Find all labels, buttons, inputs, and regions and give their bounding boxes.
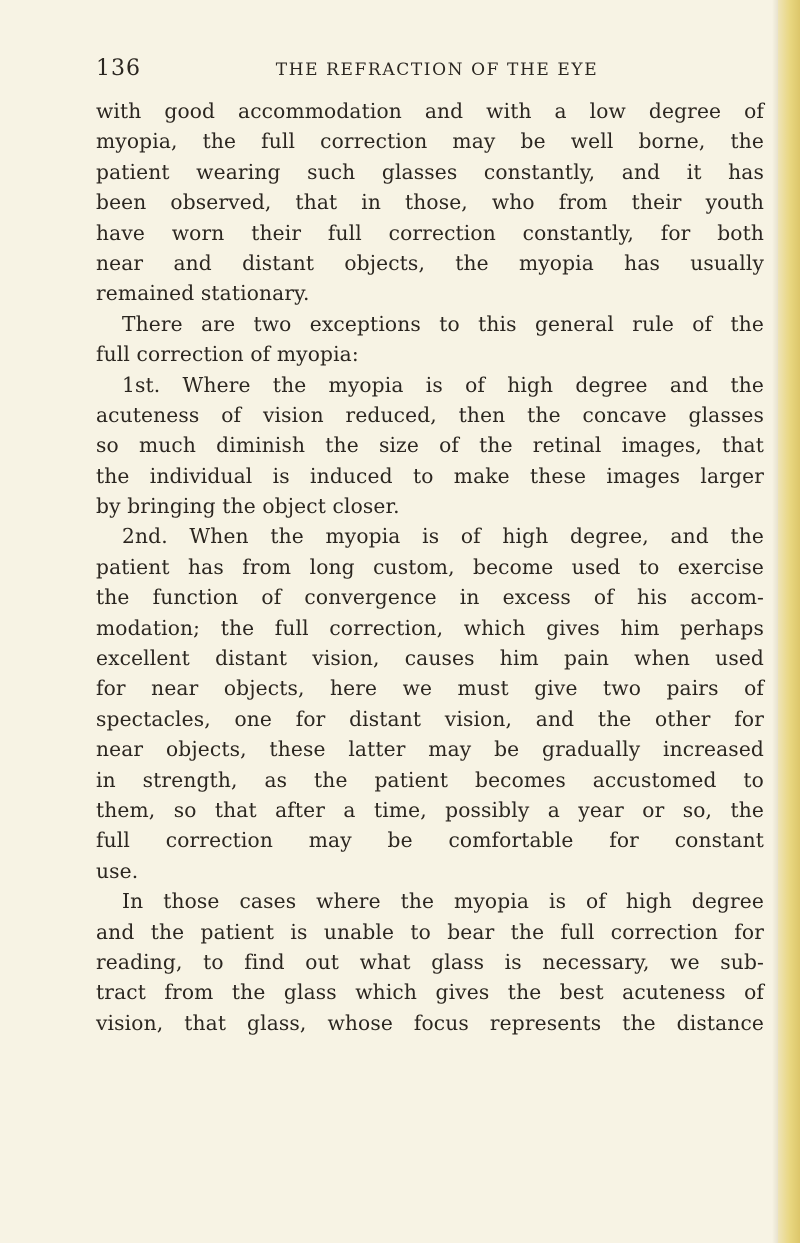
text-line: patient has from long custom, become used to exercise	[96, 554, 764, 579]
text-line: spectacles, one for distant vision, and the other for	[96, 706, 764, 731]
text-line: use.	[96, 858, 139, 883]
text-line: excellent distant vision, causes him pain when used	[96, 646, 764, 671]
text-line: been observed, that in those, who from their youth	[96, 190, 764, 215]
page-number: 136	[96, 56, 141, 81]
text-line: full correction may be comfortable for constant	[96, 828, 764, 853]
text-line: modation; the full correction, which gives him perhaps	[96, 615, 764, 640]
text-line: 2nd. When the myopia is of high degree, and the	[122, 524, 764, 549]
page-edge	[778, 0, 800, 1243]
text-line: the function of convergence in excess of his accom-	[96, 585, 764, 610]
page-header	[96, 50, 756, 90]
text-line: vision, that glass, whose focus represents the distance	[96, 1010, 764, 1035]
running-title: THE REFRACTION OF THE EYE	[275, 60, 599, 80]
text-line: myopia, the full correction may be well borne, the	[96, 129, 764, 154]
text-line: There are two exceptions to this general rule of the	[122, 311, 764, 336]
text-line: them, so that after a time, possibly a year or so, the	[96, 797, 764, 822]
text-line: have worn their full correction constantly, for both	[96, 220, 764, 245]
text-line: patient wearing such glasses constantly, and it has	[96, 159, 764, 184]
text-line: reading, to find out what glass is necessary, we sub-	[96, 949, 764, 974]
text-line: for near objects, here we must give two pairs of	[96, 676, 764, 701]
text-line: tract from the glass which gives the best acuteness of	[96, 980, 764, 1005]
text-line: 1st. Where the myopia is of high degree and the	[122, 372, 764, 397]
body-text	[96, 96, 764, 1038]
text-line: acuteness of vision reduced, then the concave glasses	[96, 402, 764, 427]
text-line: and the patient is unable to bear the full correction for	[96, 919, 764, 944]
text-line: in strength, as the patient becomes accustomed to	[96, 767, 764, 792]
text-line: remained stationary.	[96, 281, 310, 306]
text-line: by bringing the object closer.	[96, 494, 400, 519]
text-line: with good accommodation and with a low degree of	[96, 99, 764, 123]
text-line: near objects, these latter may be gradually increased	[96, 737, 764, 762]
text-line: In those cases where the myopia is of high degree	[122, 889, 764, 914]
text-line: full correction of myopia:	[96, 342, 359, 367]
text-line: so much diminish the size of the retinal images, that	[96, 433, 764, 458]
text-line: near and distant objects, the myopia has usually	[96, 250, 764, 275]
text-line: the individual is induced to make these images larger	[96, 463, 764, 488]
